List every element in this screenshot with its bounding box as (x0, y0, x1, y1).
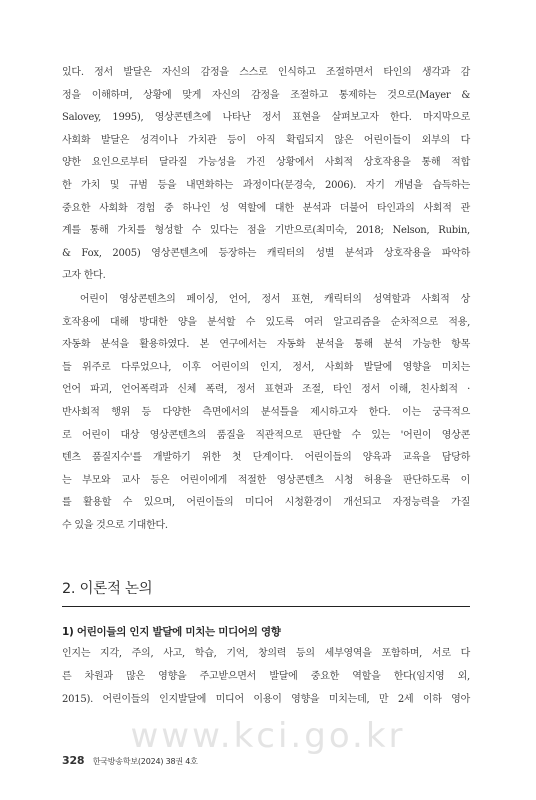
text-line: 를 활용할 수 있으며, 어린이들의 미디어 시청환경이 개선되고 자정능력을 가질 (62, 497, 470, 509)
subsection-title: 1) 어린이들의 인지 발달에 미치는 미디어의 영향 (62, 626, 281, 639)
text-line: 2015). 어린이들의 인지발달에 미디어 이용이 영향을 미치는데, 만 2세 이하 영아 (62, 693, 470, 705)
journal-citation: 한국방송학보(2024) 38권 4호 (92, 757, 198, 766)
text-line: 고자 한다. (62, 270, 106, 282)
text-line: 인지는 지각, 주의, 사고, 학습, 기억, 창의력 등의 세부영역을 포함하며, 서로 다 (62, 648, 470, 660)
page-number: 328 (62, 754, 85, 767)
article-body (62, 62, 470, 711)
text-line: 어린이 영상콘텐츠의 페이싱, 언어, 정서 표현, 캐릭터의 성역할과 사회적 상 (62, 293, 470, 305)
text-line: 반사회적 행위 등 다양한 측면에서의 분석틀을 제시하고자 한다. 이는 궁극적으 (62, 406, 470, 418)
text-line: & Fox, 2005) 영상콘텐츠에 등장하는 캐릭터의 성별 분석과 상호작용을 파악하 (62, 247, 470, 259)
text-line: 계를 통해 가치를 형성할 수 있다는 점을 기반으로(최미숙, 2018; Nelson, Rubin, (62, 225, 470, 237)
section-title: 2. 이론적 논의 (62, 581, 153, 598)
text-line: 들 위주로 다루었으나, 이후 어린이의 인지, 정서, 사회화 발달에 영향을 미치는 (62, 361, 470, 373)
text-line: Salovey, 1995), 영상콘텐츠에 나타난 정서 표현을 살펴보고자 한다. 마지막으로 (62, 112, 470, 124)
text-line: 자동화 분석을 활용하였다. 본 연구에서는 자동화 분석을 통해 분석 가능한 항목 (62, 339, 470, 351)
text-line: 중요한 사회화 경험 중 하나인 성 역할에 대한 분석과 더불어 타인과의 사회적 관 (62, 202, 470, 214)
paragraph-1 (62, 62, 470, 288)
text-line: 른 차원과 많은 영향을 주고받으면서 발달에 중요한 역할을 한다(임지영 외, (62, 671, 470, 683)
text-line: 호작용에 대해 방대한 양을 분석할 수 있도록 여러 알고리즘을 순차적으로 적용, (62, 316, 470, 328)
kci-watermark: www.kci.go.kr (130, 716, 406, 756)
text-line: 로 어린이 대상 영상콘텐츠의 품질을 직관적으로 판단할 수 있는 '어린이 영상콘 (62, 429, 470, 441)
paragraph-2 (62, 289, 470, 538)
text-line: 언어 파괴, 언어폭력과 신체 폭력, 정서 표현과 조절, 타인 정서 이해, 친사회적 · (62, 384, 470, 396)
text-line: 는 부모와 교사 등은 어린이에게 적절한 영상콘텐츠 시청 허용을 판단하도록 이 (62, 474, 470, 486)
text-line: 있다. 정서 발달은 자신의 감정을 스스로 인식하고 조절하면서 타인의 생각과 감 (62, 67, 470, 78)
text-line: 한 가치 및 규범 등을 내면화하는 과정이다(문경숙, 2006). 자기 개념을 습득하는 (62, 179, 470, 191)
text-line: 사회화 발달은 성격이나 가치관 등이 아직 확립되지 않은 어린이들이 외부의 다 (62, 134, 470, 146)
text-line: 정을 이해하며, 상황에 맞게 자신의 감정을 조절하고 통제하는 것으로(Mayer & (62, 89, 470, 101)
text-line: 양한 요인으로부터 달라질 가능성을 가진 상황에서 사회적 상호작용을 통해 적합 (62, 157, 470, 169)
paragraph-3 (62, 643, 470, 711)
page-footer (62, 754, 198, 767)
text-line: 텐츠 품질지수'를 개발하기 위한 첫 단계이다. 어린이들의 양육과 교육을 담당하 (62, 452, 470, 464)
section-divider (62, 606, 470, 607)
text-line: 수 있을 것으로 기대한다. (62, 519, 168, 531)
